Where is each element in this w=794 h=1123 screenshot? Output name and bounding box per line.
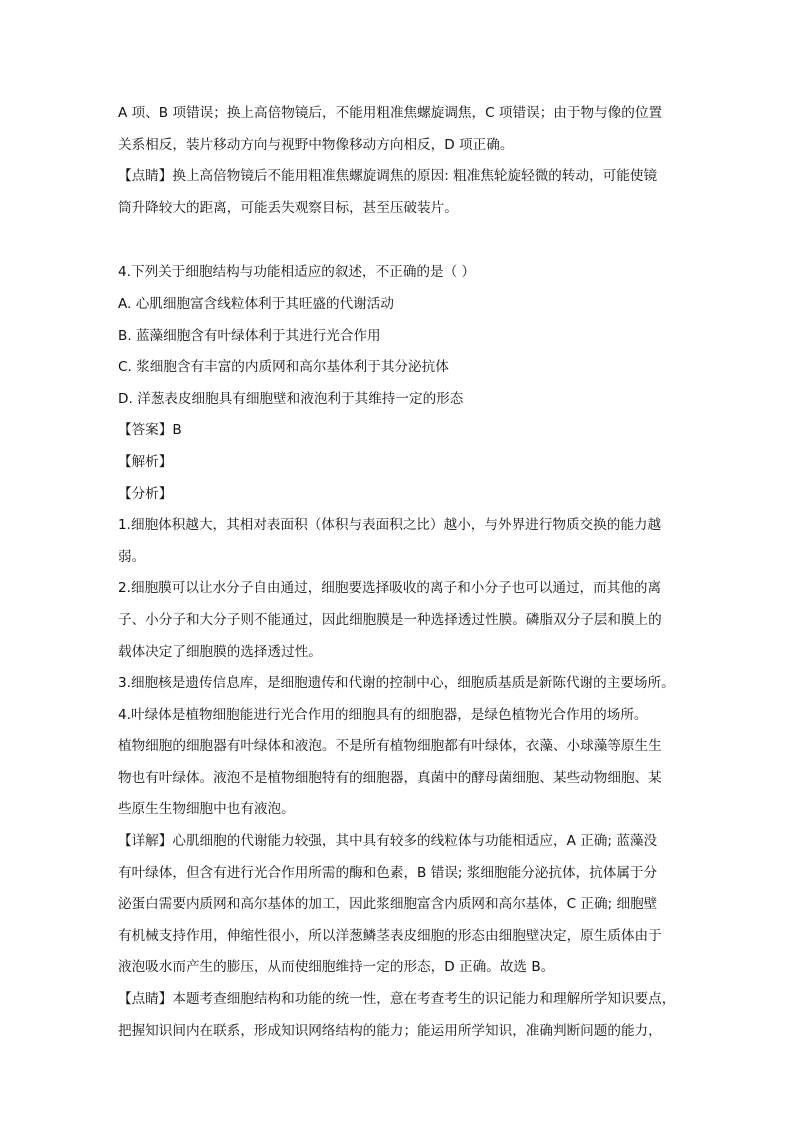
text-line: 子、小分子和大分子则不能通过，因此细胞膜是一种选择透过性膜。磷脂双分子层和膜上的 xyxy=(118,611,662,628)
text-line: 关系相反，装片移动方向与视野中物像移动方向相反，D 项正确。 xyxy=(118,136,514,153)
detail-line: 【详解】心肌细胞的代谢能力较强，其中具有较多的线粒体与功能相适应，A 正确; 蓝藻没 xyxy=(118,833,658,850)
text-line: 3.细胞核是遗传信息库，是细胞遗传和代谢的控制中心，细胞质基质是新陈代谢的主要场所。 xyxy=(118,675,675,692)
text-line: A 项、B 项错误；换上高倍物镜后，不能用粗准焦螺旋调焦，C 项错误；由于物与像的位置 xyxy=(118,105,663,121)
question-stem: 4.下列关于细胞结构与功能相适应的叙述，不正确的是（ ） xyxy=(118,264,476,281)
text-line: 2.细胞膜可以让水分子自由通过，细胞要选择吸收的离子和小分子也可以通过，而其他的离 xyxy=(118,580,662,597)
text-line: 些原生生物细胞中也有液泡。 xyxy=(118,801,295,818)
text-line: 载体决定了细胞膜的选择透过性。 xyxy=(118,643,322,660)
text-line: 1.细胞体积越大，其相对表面积（体积与表面积之比）越小，与外界进行物质交换的能力越 xyxy=(118,517,662,534)
text-line: 弱。 xyxy=(118,548,146,565)
option-a: A. 心肌细胞富含线粒体利于其旺盛的代谢活动 xyxy=(118,295,394,312)
comment-line: 把握知识间内在联系，形成知识网络结构的能力；能运用所学知识，准确判断问题的能力， xyxy=(118,1022,662,1039)
section-heading-analysis: 【解析】 xyxy=(118,453,173,470)
comment-line: 【点睛】本题考查细胞结构和功能的统一性，意在考查考生的识记能力和理解所学知识要点， xyxy=(118,991,676,1008)
detail-line: 泌蛋白需要内质网和高尔基体的加工，因此浆细胞富含内质网和高尔基体，C 正确; 细胞壁 xyxy=(118,896,658,913)
text-line: 植物细胞的细胞器有叶绿体和液泡。不是所有植物细胞都有叶绿体，衣藻、小球藻等原生生 xyxy=(118,738,662,755)
answer-line: 【答案】B xyxy=(118,422,182,439)
detail-line: 有叶绿体，但含有进行光合作用所需的酶和色素，B 错误; 浆细胞能分泌抗体，抗体属于分 xyxy=(118,864,658,881)
detail-line: 有机械支持作用，伸缩性很小，所以洋葱鳞茎表皮细胞的形态由细胞壁决定，原生质体由于 xyxy=(118,927,662,944)
document-body xyxy=(118,98,678,1047)
option-b: B. 蓝藻细胞含有叶绿体利于其进行光合作用 xyxy=(118,327,381,344)
text-line: 4.叶绿体是植物细胞能进行光合作用的细胞具有的细胞器，是绿色植物光合作用的场所。 xyxy=(118,706,648,723)
section-heading-breakdown: 【分析】 xyxy=(118,485,173,502)
comment-line: 筒升降较大的距离，可能丢失观察目标，甚至压破装片。 xyxy=(118,199,458,216)
option-c: C. 浆细胞含有丰富的内质网和高尔基体利于其分泌抗体 xyxy=(118,359,449,376)
detail-line: 液泡吸水而产生的膨压，从而使细胞维持一定的形态，D 正确。故选 B。 xyxy=(118,959,555,976)
comment-line: 【点睛】换上高倍物镜后不能用粗准焦螺旋调焦的原因: 粗准焦轮旋轻微的转动，可能使镜 xyxy=(118,168,658,185)
option-d: D. 洋葱表皮细胞具有细胞壁和液泡利于其维持一定的形态 xyxy=(118,390,464,407)
text-line: 物也有叶绿体。液泡不是植物细胞特有的细胞器，真菌中的酵母菌细胞、某些动物细胞、某 xyxy=(118,769,662,786)
